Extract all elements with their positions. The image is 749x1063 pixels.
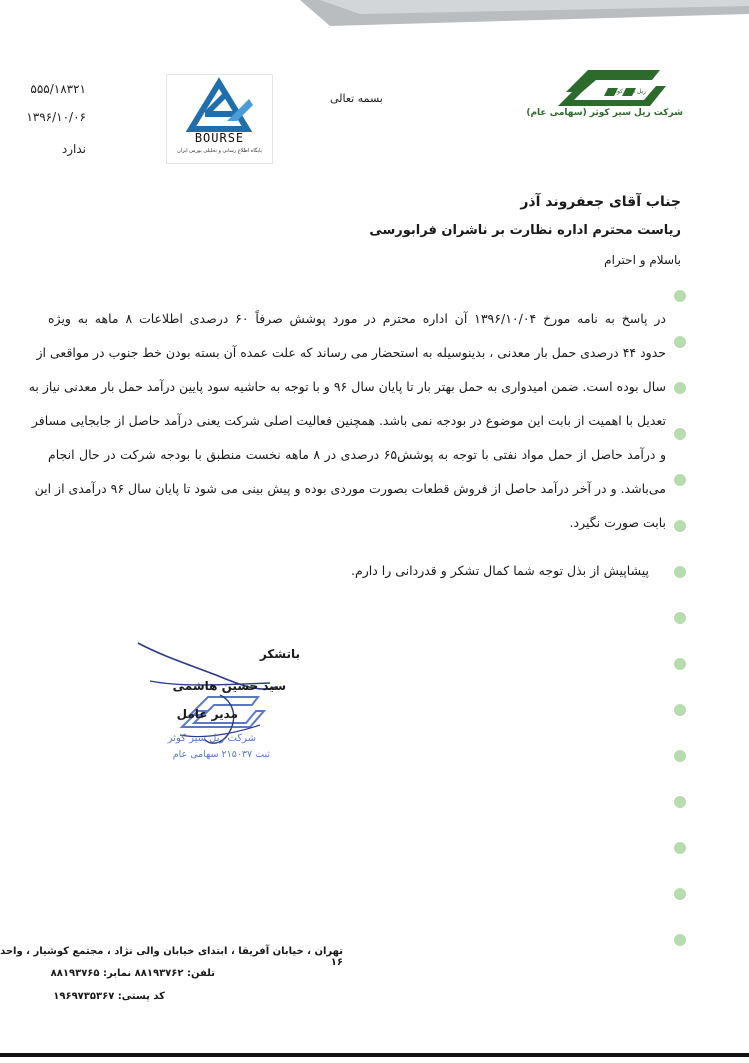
letter-attachment: ندارد [61, 142, 86, 156]
body-line: تعدیل با اهمیت از بابت این موضوع در بودجه نمی باشد. همچنین فعالیت اصلی شرکت یعنی درآمد حاصل از جابجایی مسافر [31, 413, 666, 428]
letter-date: ۱۳۹۶/۱۰/۰۶ [26, 110, 86, 124]
footer-address: تهران ، خیابان آفریقا ، ابتدای خیابان والی نژاد ، مجتمع کوشیار ، واحد ۱۶ [0, 946, 343, 968]
recipient-title: ریاست محترم اداره نظارت بر ناشران فرابورسی [369, 223, 681, 238]
body-line: در پاسخ به نامه مورخ ۱۳۹۶/۱۰/۰۴ آن اداره محترم در مورد پوشش صرفاً ۶۰ درصدی اطلاعات ۸ ماهه به ویژه [48, 311, 666, 326]
body-line: می‌باشد. و در آخر درآمد حاصل از فروش قطعات بصورت موردی بوده و پیش بینی می شود تا پایان سال ۹۶ درآمدی از این [34, 481, 666, 496]
body-line: و درآمد حاصل از حمل مواد نفتی با توجه به پوشش۶۵ درصدی در ۸ ماهه نخست منطبق با بودجه شرکت در حال انجام [48, 447, 666, 462]
footer-phone: تلفن: ۸۸۱۹۳۷۶۲ نمابر: ۸۸۱۹۳۷۶۵ [50, 968, 215, 979]
letter-number: ۵۵۵/۱۸۳۲۱ [30, 82, 86, 96]
stamp-registration: ثبت ۲۱۵۰۳۷ سهامی عام [172, 749, 270, 760]
decorative-dot [674, 428, 686, 440]
decorative-dot [674, 888, 686, 900]
basmala: بسمه تعالی [330, 92, 383, 105]
letter-body [28, 309, 666, 547]
greeting: باسلام و احترام [604, 253, 681, 267]
decorative-dot [674, 796, 686, 808]
body-line: سال بوده است. ضمن امیدواری به حمل بهتر بار تا پایان سال ۹۶ و با توجه به حاشیه سود پایین درآمد حمل بار معدنی نیاز به [28, 379, 666, 394]
bourse-logo [166, 74, 273, 164]
decorative-dot [674, 934, 686, 946]
bourse-emblem-icon [167, 77, 272, 133]
decorative-dot [674, 290, 686, 302]
decorative-dot [674, 520, 686, 532]
decorative-dot [674, 842, 686, 854]
body-line: حدود ۴۴ درصدی حمل بار معدنی ، بدینوسیله به استحضار می رساند که علت عمده آن بسته بودن خط جنوب در مواقعی از [36, 345, 666, 360]
signatory-role: مدیر عامل [176, 707, 238, 721]
logo-tagline: ریل سیر کوثر [612, 88, 647, 95]
signature-block [120, 635, 300, 765]
decorative-dot [674, 566, 686, 578]
stamp-company-name: شرکت ریل سیر کوثر [167, 733, 256, 744]
bourse-wordmark: BOURSE [194, 131, 245, 145]
closing-line: پیشاپیش از بذل توجه شما کمال تشکر و قدردانی را دارم. [351, 563, 649, 578]
footer-postal-code: کد پستی: ۱۹۶۹۷۳۵۳۶۷ [53, 991, 165, 1002]
decorative-dot [674, 704, 686, 716]
decorative-dot [674, 658, 686, 670]
decorative-dot [674, 750, 686, 762]
company-name: شرکت ریل سیر کوثر (سهامی عام) [526, 108, 683, 118]
top-decorative-band [300, 0, 749, 40]
bottom-rule [0, 1053, 749, 1057]
decorative-dot [674, 474, 686, 486]
decorative-dot [674, 612, 686, 624]
signatory-name: سید حسین هاشمی [172, 679, 286, 693]
decorative-dot [674, 382, 686, 394]
decorative-dot [674, 336, 686, 348]
recipient-name: جناب آقای جعفروند آذر [520, 194, 681, 210]
body-line: بابت صورت نگیرد. [569, 515, 666, 530]
signature-thanks: باتشکر [259, 647, 300, 661]
bourse-subtitle: پایگاه اطلاع رسانی و تحلیلی بورس ایران [177, 148, 262, 154]
